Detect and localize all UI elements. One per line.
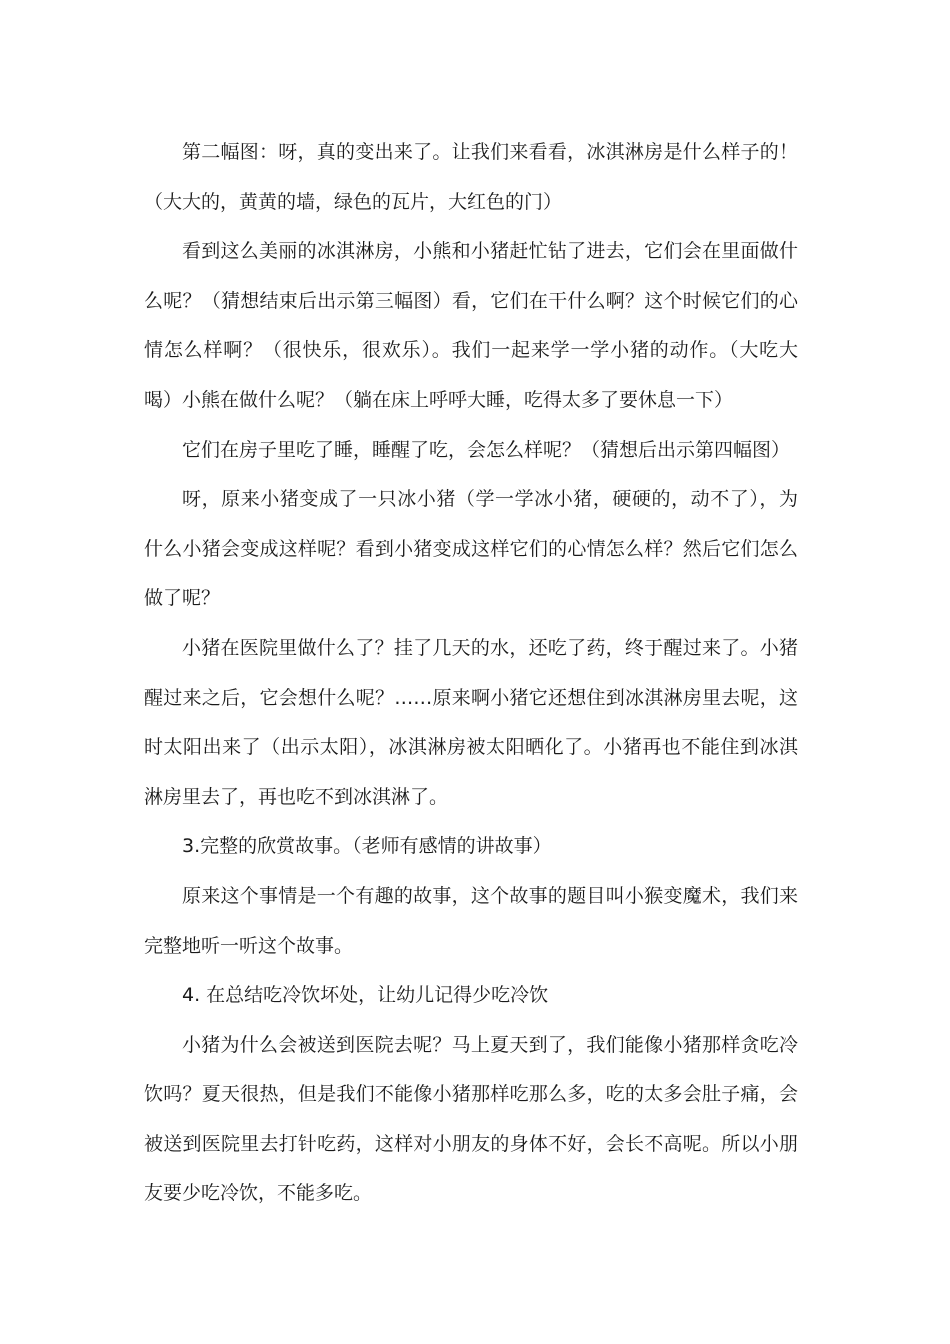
paragraph-hospital: 小猪在医院里做什么了？挂了几天的水，还吃了药，终于醒过来了。小猪醒过来之后，它会想什么呢？……原来啊小猪它还想住到冰淇淋房里去呢，这时太阳出来了（出示太阳），冰淇淋房被太阳晒化了。小猪再也不能住到冰淇淋房里去了，再也吃不到冰淇淋了。 xyxy=(144,636,798,808)
paragraph-summary: 小猪为什么会被送到医院去呢？马上夏天到了，我们能像小猪那样贪吃冷饮吗？夏天很热，但是我们不能像小猪那样吃那么多，吃的太多会肚子痛，会被送到医院里去打针吃药，这样对小朋友的身体不好，会长不高呢。所以小朋友要少吃冷饮，不能多吃。 xyxy=(144,1033,798,1205)
document-body xyxy=(144,128,798,1219)
paragraph-second-picture: 第二幅图：呀，真的变出来了。让我们来看看，冰淇淋房是什么样子的！（大大的，黄黄的墙，绿色的瓦片，大红色的门） xyxy=(144,141,798,213)
section-heading-summary: 4. 在总结吃冷饮坏处，让幼儿记得少吃冷饮 xyxy=(182,984,549,1007)
section-heading-story: 3.完整的欣赏故事。（老师有感情的讲故事） xyxy=(182,835,552,858)
paragraph-eat-and-sleep: 它们在房子里吃了睡，睡醒了吃，会怎么样呢？（猜想后出示第四幅图） xyxy=(182,438,791,461)
paragraph-ice-piglet: 呀，原来小猪变成了一只冰小猪（学一学冰小猪，硬硬的，动不了），为什么小猪会变成这样呢？看到小猪变成这样它们的心情怎么样？然后它们怎么做了呢？ xyxy=(144,488,798,610)
paragraph-ice-cream-house: 看到这么美丽的冰淇淋房，小熊和小猪赶忙钻了进去，它们会在里面做什么呢？（猜想结束后出示第三幅图）看，它们在干什么啊？这个时候它们的心情怎么样啊？（很快乐，很欢乐）。我们一起来学一学小猪的动作。（大吃大喝）小熊在做什么呢？（躺在床上呼呼大睡，吃得太多了要休息一下） xyxy=(144,240,798,411)
paragraph-story-title: 原来这个事情是一个有趣的故事，这个故事的题目叫小猴变魔术，我们来完整地听一听这个故事。 xyxy=(144,884,798,957)
